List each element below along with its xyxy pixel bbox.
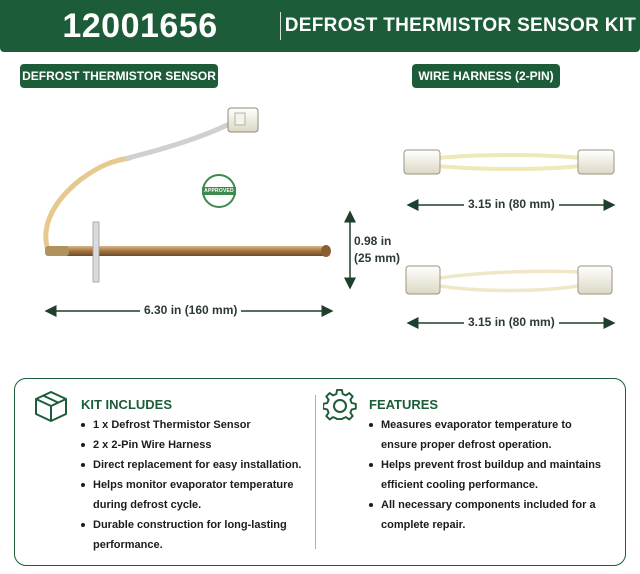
sensor-section-badge: DEFROST THERMISTOR SENSOR bbox=[20, 64, 218, 88]
harness-1-left-connector bbox=[404, 150, 440, 174]
harness-section-badge: WIRE HARNESS (2-PIN) bbox=[412, 64, 560, 88]
sensor-rod bbox=[45, 245, 331, 257]
sensor-connector bbox=[228, 108, 258, 132]
part-number: 12001656 bbox=[62, 6, 218, 45]
list-item: Helps prevent frost buildup and maintains efficient cooling performance. bbox=[369, 455, 609, 495]
info-panel bbox=[14, 378, 626, 566]
features-title: FEATURES bbox=[369, 397, 439, 412]
list-item: Measures evaporator temperature to ensure proper defrost operation. bbox=[369, 415, 609, 455]
list-item: 2 x 2-Pin Wire Harness bbox=[81, 435, 303, 455]
kit-includes-title: KIT INCLUDES bbox=[81, 397, 172, 412]
features-list bbox=[369, 415, 609, 535]
harness-2 bbox=[406, 266, 612, 294]
harness-2-right-connector bbox=[578, 266, 612, 294]
list-item: Direct replacement for easy installation. bbox=[81, 455, 303, 475]
sensor-clip bbox=[93, 222, 99, 282]
sensor-length-label: 6.30 in (160 mm) bbox=[140, 303, 241, 317]
harness-1-length-label: 3.15 in (80 mm) bbox=[464, 197, 559, 211]
kit-title: DEFROST THERMISTOR SENSOR KIT bbox=[284, 15, 637, 36]
approved-stamp bbox=[202, 174, 236, 208]
kit-includes-list bbox=[81, 415, 303, 555]
column-divider bbox=[315, 395, 316, 549]
sensor-height-label-in: 0.98 in bbox=[354, 234, 392, 248]
approved-stamp-text: APPROVED bbox=[204, 188, 234, 194]
list-item: Helps monitor evaporator temperature during defrost cycle. bbox=[81, 475, 303, 515]
list-item: 1 x Defrost Thermistor Sensor bbox=[81, 415, 303, 435]
sensor-height-label-mm: (25 mm) bbox=[354, 251, 401, 265]
harness-2-length-label: 3.15 in (80 mm) bbox=[464, 315, 559, 329]
list-item: All necessary components included for a complete repair. bbox=[369, 495, 609, 535]
harness-2-left-connector bbox=[406, 266, 440, 294]
list-item: Durable construction for long-lasting performance. bbox=[81, 515, 303, 555]
harness-1-right-connector bbox=[578, 150, 614, 174]
gear-icon bbox=[323, 389, 357, 423]
box-icon bbox=[33, 389, 69, 423]
harness-1 bbox=[404, 150, 614, 174]
